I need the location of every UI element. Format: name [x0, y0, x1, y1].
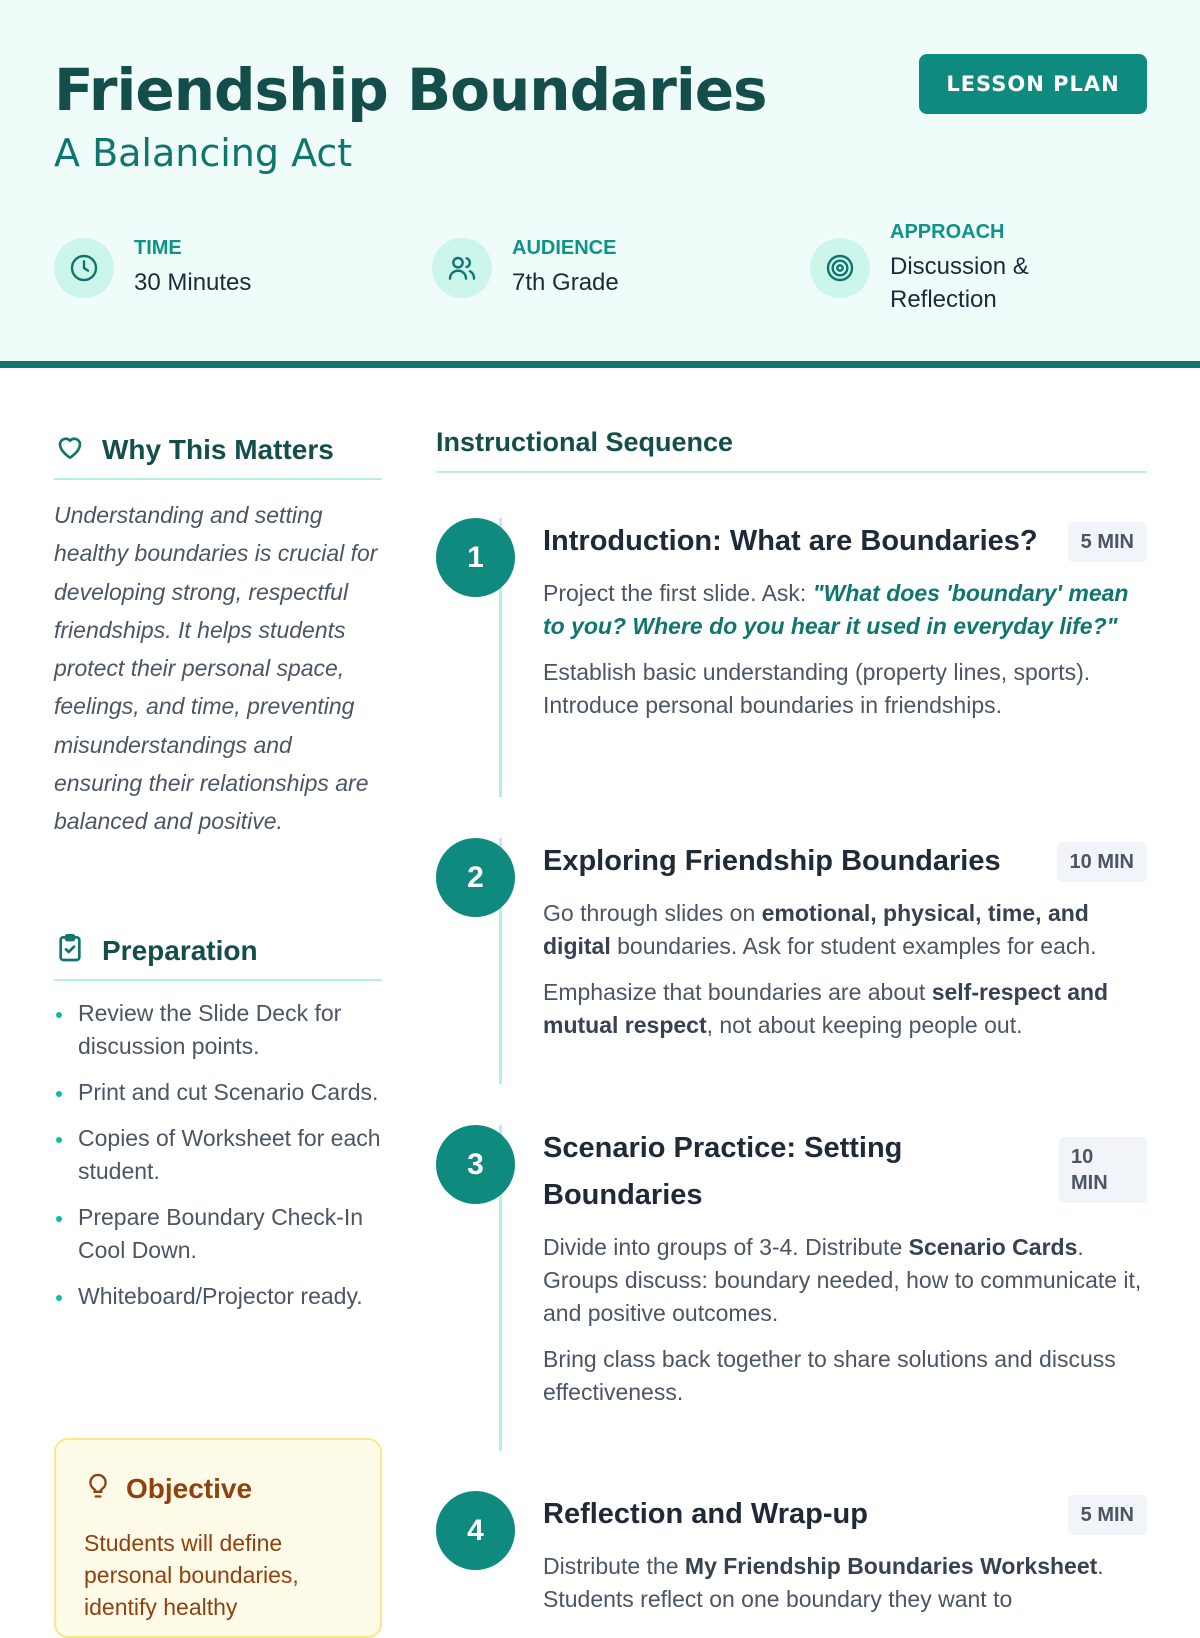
- step-text: Divide into groups of 3-4. Distribute: [543, 1234, 909, 1260]
- step-title: [543, 1125, 902, 1219]
- meta-audience: [432, 208, 619, 328]
- duration-badge: 10 MIN: [1057, 842, 1147, 882]
- preparation-heading-text: Preparation: [102, 934, 258, 966]
- step-text-bold: Scenario Cards: [908, 1234, 1078, 1260]
- sequence-heading: Instructional Sequence: [436, 427, 1147, 473]
- step-title-line: Scenario Practice: Setting: [543, 1132, 903, 1164]
- page-title: Friendship Boundaries: [54, 56, 767, 124]
- step-title: Exploring Friendship Boundaries: [543, 845, 1001, 877]
- lesson-plan-badge: LESSON PLAN: [919, 54, 1147, 114]
- step-title-line: Boundaries: [543, 1179, 703, 1211]
- step-number: 4: [436, 1491, 515, 1570]
- list-item: Review the Slide Deck for discussion points.: [54, 997, 382, 1063]
- objective-text: Students will define personal boundaries, identify healthy: [84, 1530, 299, 1620]
- meta-value-line: Discussion &: [890, 252, 1029, 280]
- step-text: boundaries. Ask for student examples for each.: [610, 933, 1097, 959]
- step-text: Project the first slide. Ask:: [543, 580, 813, 606]
- header: [0, 0, 1200, 368]
- preparation-heading: [54, 932, 382, 981]
- duration-badge: [1059, 1137, 1147, 1203]
- duration-unit: MIN: [1071, 1172, 1108, 1194]
- meta-value: 30 Minutes: [134, 269, 252, 296]
- clipboard-check-icon: [54, 932, 86, 969]
- step-text: Distribute the: [543, 1553, 685, 1579]
- step-text: , not about keeping people out.: [706, 1012, 1023, 1038]
- step-text-bold: self-respect and mutual respect: [543, 979, 1109, 1038]
- duration-badge: 5 MIN: [1068, 1495, 1147, 1535]
- step-number: 3: [436, 1125, 515, 1204]
- step-text: Bring class back together to share solutions and discuss effectiveness.: [543, 1346, 1116, 1405]
- step-text-bold: My Friendship Boundaries Worksheet: [684, 1553, 1098, 1579]
- list-item: Copies of Worksheet for each student.: [54, 1122, 382, 1188]
- meta-approach: [810, 208, 1029, 328]
- meta-value: 7th Grade: [512, 269, 619, 296]
- list-item: Print and cut Scenario Cards.: [54, 1076, 382, 1109]
- step-title: Introduction: What are Boundaries?: [543, 525, 1038, 557]
- step-body: [543, 1231, 1147, 1422]
- heart-icon: [54, 431, 86, 468]
- target-icon: [810, 238, 870, 298]
- step-text: . Groups discuss: boundary needed, how to communicate it, and positive outcomes.: [543, 1234, 1142, 1326]
- step-title: Reflection and Wrap-up: [543, 1498, 868, 1530]
- meta-value-line: Reflection: [890, 285, 997, 313]
- why-text: Understanding and setting healthy boundaries is crucial for developing strong, respectful friendships. It helps students protect their personal space, feelings, and time, preventing misunderstandings and ensuring their relationships are balanced and positive.: [54, 502, 378, 835]
- meta-value: [890, 250, 1029, 316]
- list-item: Whiteboard/Projector ready.: [54, 1280, 382, 1313]
- objective-heading: Objective: [126, 1472, 253, 1504]
- page-subtitle: A Balancing Act: [54, 131, 353, 175]
- preparation-list: [54, 997, 382, 1326]
- duration-badge: 5 MIN: [1068, 522, 1147, 562]
- meta-time: [54, 208, 251, 328]
- step-body: [543, 897, 1147, 1055]
- meta-label: TIME: [134, 237, 182, 259]
- step-text-bold: emotional, physical, time, and digital: [543, 900, 1089, 959]
- step-body: [543, 577, 1147, 735]
- lightbulb-icon: [84, 1470, 112, 1507]
- clock-icon: [54, 238, 114, 298]
- discussion-question: "What does 'boundary' mean to you? Where do you hear it used in everyday life?": [543, 580, 1129, 639]
- meta-label: AUDIENCE: [512, 237, 617, 259]
- step-body: [543, 1550, 1147, 1629]
- duration-value: 10: [1071, 1146, 1094, 1168]
- step-number: 1: [436, 518, 515, 597]
- meta-label: APPROACH: [890, 220, 1005, 243]
- step-text: Go through slides on: [543, 900, 762, 926]
- list-item: Prepare Boundary Check-In Cool Down.: [54, 1201, 382, 1267]
- users-icon: [432, 238, 492, 298]
- step-number: 2: [436, 838, 515, 917]
- step-text: Emphasize that boundaries are about: [543, 979, 932, 1005]
- step-text: . Students reflect on one boundary they want to: [543, 1553, 1104, 1612]
- why-heading: [54, 431, 382, 480]
- why-heading-text: Why This Matters: [102, 433, 334, 465]
- objective-card: [54, 1438, 382, 1638]
- step-text: Establish basic understanding (property lines, sports). Introduce personal boundaries in friendships.: [543, 659, 1091, 718]
